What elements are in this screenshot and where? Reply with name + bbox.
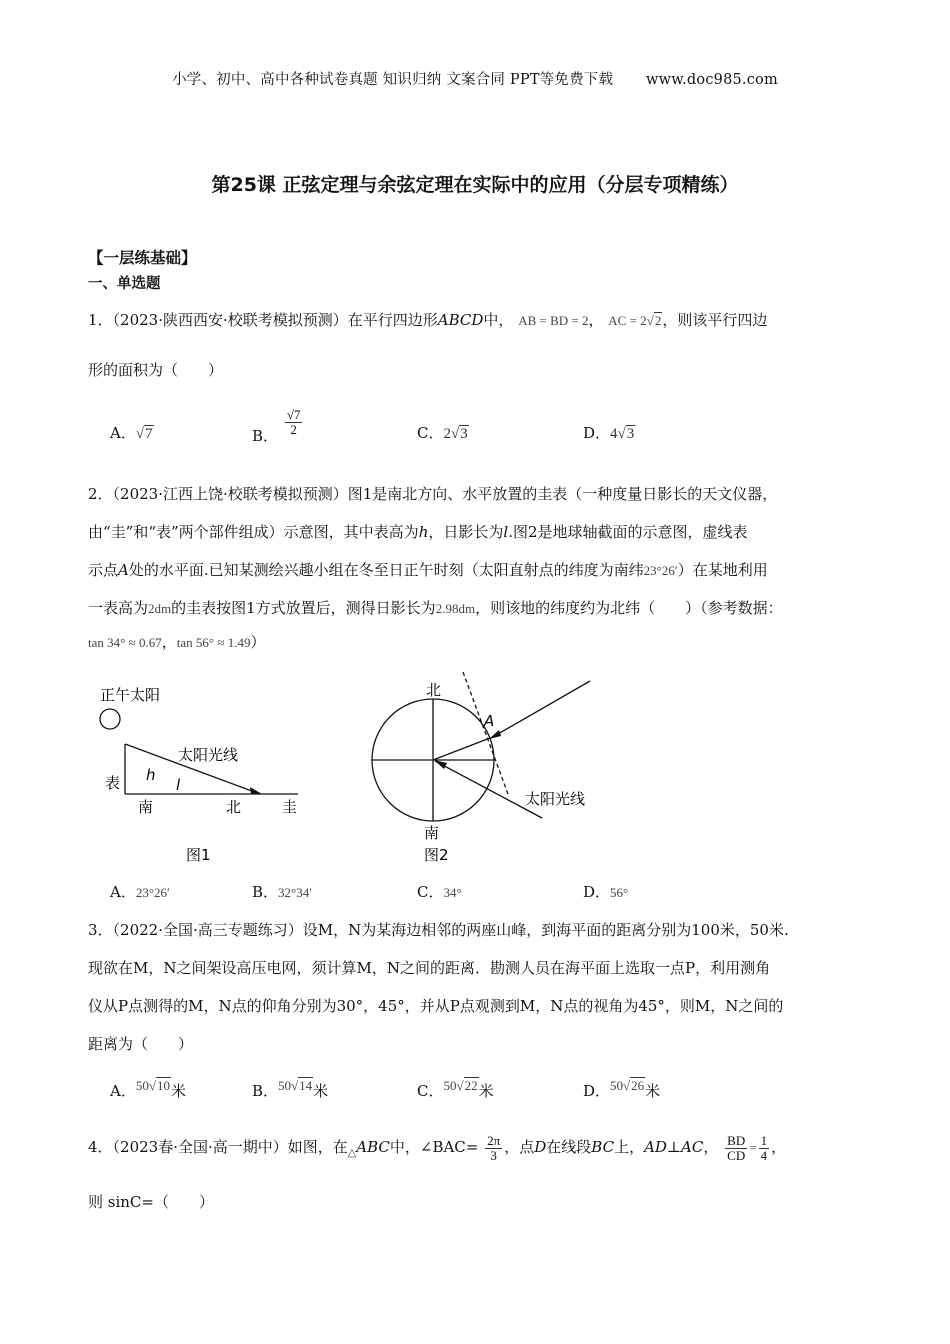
sun-icon	[100, 709, 120, 729]
fig2-arrow2-icon	[434, 760, 447, 769]
fig1-sun-label: 正午太阳	[100, 686, 161, 704]
q2-option-b[interactable]: B．32°34′	[252, 883, 313, 901]
fig2-north: 北	[426, 681, 442, 699]
page-title: 第25课 正弦定理与余弦定理在实际中的应用（分层专项精练）	[211, 174, 739, 196]
fig1-south: 南	[138, 798, 154, 816]
fig2-arrow1-icon	[489, 730, 501, 739]
q1-option-d[interactable]: D．4√3	[583, 424, 635, 442]
header-text: 小学、初中、高中各种试卷真题 知识归纳 文案合同 PPT等免费下载	[172, 72, 614, 88]
q3-line4: 距离为（ ）	[88, 1035, 194, 1053]
q2-line2: 由“圭”和“表”两个部件组成）示意图，其中表高为h，日影长为l.图2是地球轴截面的示意图，虚线表	[88, 523, 748, 541]
figure-1	[90, 672, 320, 872]
q4-line1: 4．（2023春·全国·高一期中）如图，在$_\triangle$ABC中，∠BAC= $\frac{2\pi}{3}$ ，点D在线段BC上，AD⊥AC， $\frac{BD}{CD}$ = $\frac{1}{4}$ ，	[88, 1132, 787, 1163]
q1-option-b[interactable]: B． $\frac{√7}{2}$	[252, 407, 301, 445]
fig2-caption: 图2	[424, 846, 449, 864]
q2-line3: 示点A处的水平面.已知某测绘兴趣小组在冬至日正午时刻（太阳直射点的纬度为南纬23°26′）在某地利用	[88, 561, 768, 579]
q1-option-a[interactable]: A．√7	[110, 424, 153, 442]
q3-option-a[interactable]: A．50√10米	[110, 1078, 186, 1100]
q1-math1: AB = BD = 2	[518, 313, 589, 328]
q1-text-mid: 中，	[483, 311, 514, 329]
q2-line4: 一表高为2dm的圭表按图1方式放置后，测得日影长为2.98dm，则该地的纬度约为北纬（ ）（参考数据：	[88, 599, 783, 617]
q1-text-end: ，则该平行四边	[662, 311, 768, 329]
q1-line2: 形的面积为（ ）	[88, 361, 224, 379]
fig2-radius	[433, 738, 490, 760]
fig1-h: h	[146, 766, 156, 784]
q1-math2: AC = 2√2	[608, 313, 662, 328]
fig2-south: 南	[424, 824, 440, 842]
q3-option-b[interactable]: B．50√14米	[252, 1078, 329, 1100]
q3-line2: 现欲在M，N之间架设高压电网，须计算M，N之间的距离．勘测人员在海平面上选取一点P，利用测角	[88, 959, 771, 977]
q1-text: 1．（2023·陕西西安·校联考模拟预测）在平行四边形	[88, 311, 438, 329]
fig2-ray-label: 太阳光线	[525, 790, 586, 808]
q1-sep: ，	[588, 311, 604, 329]
header-url[interactable]: www.doc985.com	[645, 72, 778, 88]
q3-line1: 3．（2022·全国·高三专题练习）设M，N为某海边相邻的两座山峰，到海平面的距离分别为100米，50米.	[88, 921, 789, 939]
q3-option-c[interactable]: C．50√22米	[417, 1078, 494, 1100]
fig1-l: l	[176, 776, 181, 794]
q3-option-d[interactable]: D．50√26米	[583, 1078, 661, 1100]
q1-line1	[88, 310, 767, 331]
fig1-arrow-icon	[250, 787, 262, 794]
q1-option-c[interactable]: C．2√3	[417, 424, 468, 442]
fig1-north: 北	[226, 798, 242, 816]
fig1-gui: 圭	[282, 798, 298, 816]
figure-2	[360, 666, 620, 872]
fig2-point-a: A	[484, 712, 495, 730]
q1-abcd: ABCD	[437, 311, 484, 329]
section-heading: 一、单选题	[88, 276, 161, 292]
q4-line2: 则 sinC=（ ）	[88, 1193, 214, 1211]
fig1-caption: 图1	[186, 846, 211, 864]
q2-line1: 2．（2023·江西上饶·校联考模拟预测）图1是南北方向、水平放置的圭表（一种度量日影长的天文仪器，	[88, 485, 778, 503]
q2-option-a[interactable]: A．23°26′	[110, 883, 170, 901]
q3-line3: 仪从P点测得的M，N点的仰角分别为30°，45°，并从P点观测到M，N点的视角为45°，则M，N之间的	[88, 997, 784, 1015]
q2-option-c[interactable]: C．34°	[417, 883, 462, 901]
fig2-ray-top	[491, 681, 590, 738]
level-heading: 【一层练基础】	[88, 249, 197, 267]
fig2-horizon	[463, 672, 508, 794]
site-header	[0, 68, 950, 89]
q2-line5: tan 34° ≈ 0.67，tan 56° ≈ 1.49）	[88, 633, 266, 651]
fig1-biao: 表	[104, 774, 120, 792]
q2-option-d[interactable]: D．56°	[583, 883, 629, 901]
fig1-ray-label: 太阳光线	[178, 746, 239, 764]
